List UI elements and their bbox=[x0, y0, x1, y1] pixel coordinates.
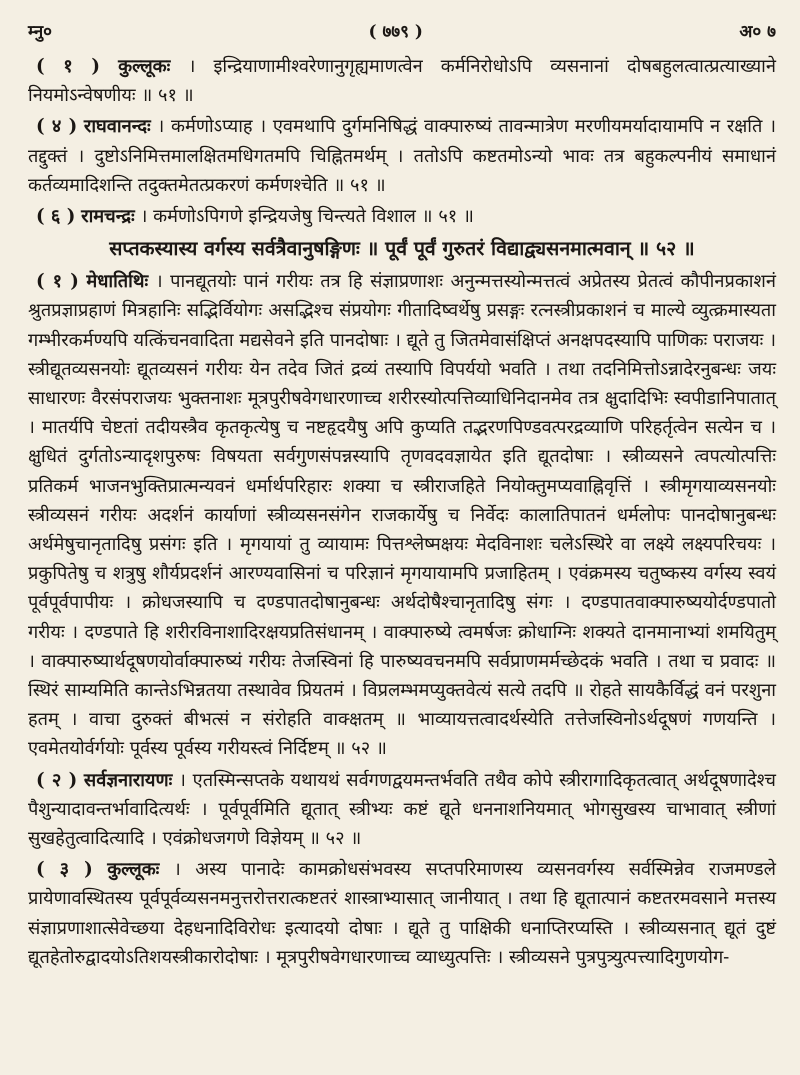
commentary-paragraph bbox=[28, 112, 776, 200]
paragraph-number: ( १ ) bbox=[36, 271, 79, 293]
commentator-name: सर्वज्ञनारायणः bbox=[83, 769, 173, 791]
commentator-name: कुल्लूकः bbox=[118, 56, 171, 77]
commentary-text: । इन्द्रियाणामीश्वरेणानुगृह्यमाणत्वेन कर्मनिरोधोऽपि व्यसनानां दोषबहुलत्वात्प्रत्याख्याने नियमोऽन्वेषणीयः ॥ ५१ ॥ bbox=[28, 56, 776, 107]
paragraph-number: ( ६ ) bbox=[36, 206, 76, 228]
running-header bbox=[28, 18, 776, 52]
paragraph-number: ( ३ ) bbox=[36, 859, 93, 881]
commentary-paragraph bbox=[28, 52, 776, 110]
header-left: म्नु० bbox=[28, 22, 53, 42]
paragraph-number: ( १ ) bbox=[36, 56, 101, 77]
commentary-text: । कर्मणोऽप्याह । एवमथापि दुर्गमनिषिद्धं वाक्पारुष्यं तावन्मात्रेण मरणीयमर्यादायामपि न रक्षति । तद्दुक्तं । दुष्टोऽनिमित्तमालक्षितमधिगतमपि चिह्नितमर्थम् । ततोऽपि कष्टतमोऽन्यो भावः तत्र बहुकल्पनीयं समाधानं कर्तव्यमादिशन्ति तदुक्तमेतत्प्रकरणं कर्मणश्चेति ॥ ५१ ॥ bbox=[28, 116, 776, 196]
verse-heading: सप्तकस्यास्य वर्गस्य सर्वत्रैवानुषङ्गिणः ॥ पूर्वं पूर्वं गुरुतरं विद्याद्व्यसनमात्मवान् ॥ ५२ ॥ bbox=[109, 237, 695, 261]
chapter-marker: अ० ७ bbox=[739, 22, 776, 42]
commentator-name: मेधातिथिः bbox=[86, 271, 149, 293]
page-number: ( ७७९ ) bbox=[368, 22, 423, 42]
commentary-text: । एतस्मिन्सप्तके यथायथं सर्वगणद्वयमन्तर्भवति तथैव कोपे स्त्रीरागादिकृतत्वात् अर्थदूषणादेश्च पैशुन्यादावन्तर्भावादित्यर्थः । पूर्वपूर्वमिति द्यूतात् स्त्रीभ्यः कष्टं द्यूते धननाशनियमात् भोगसुखस्य चाभावात् स्त्रीणां सुखहेतुत्वादित्यादि । एवंक्रोधजगणे विज्ञेयम् ॥ ५२ ॥ bbox=[28, 769, 776, 850]
paragraph-number: ( २ ) bbox=[36, 769, 78, 791]
commentator-name: राघवानन्दः bbox=[83, 116, 151, 138]
commentator-name: कुल्लूकः bbox=[107, 859, 160, 881]
paragraph-number: ( ४ ) bbox=[36, 116, 78, 138]
commentary-text: । अस्य पानादेः कामक्रोधसंभवस्य सप्तपरिमाणस्य व्यसनवर्गस्य सर्वस्मिन्नेव राजमण्डले प्रायेणावस्थितस्य पूर्वपूर्वव्यसनमनुत्तरोत्तरात्कष्टतरं शास्त्राभ्यासात् जानीयात् । तथा हि द्यूतात्पानं कष्टतरमवसाने मत्तस्य संज्ञाप्रणाशात्सेवेच्छया देहधनादिविरोधः इत्यादयो दोषाः । द्यूते तु पाक्षिकी धनाप्तिरप्यस्ति । स्त्रीव्यसनात् द्यूतं दुष्टं द्यूतहेतोरुद्वादयोऽतिशयस्त्रीकारोदोषाः । मूत्रपुरीषवेगधारणाच्च व्याध्युत्पत्तिः । स्त्रीव्यसने पुत्रपुत्र्युत्पत्त्यादिगुणयोग- bbox=[28, 859, 776, 968]
commentator-name: रामचन्द्रः bbox=[81, 206, 135, 228]
commentary-paragraph bbox=[28, 267, 776, 763]
commentary-text: । पानद्यूतयोः पानं गरीयः तत्र हि संज्ञाप्रणाशः अनुन्मत्तस्योन्मत्तत्वं अप्रेतस्य प्रेतत्वं कौपीनप्रकाशनं श्रुतप्रज्ञाप्रहाणं मित्रहानिः सद्भिर्वियोगः असद्भिश्च संप्रयोगः गीतादिष्वर्थेषु प्रसङ्गः रत्नस्त्रीप्रकाशनं च माल्ये व्युत्क्रमास्यता गम्भीरकर्मण्यपि यत्किंचनवादिता मद्यसेवने इति पानदोषाः । द्यूते तु जितमेवासंक्षिप्तं अनक्षपदस्यापि पाणिकः पराजयः । स्त्रीद्यूतव्यसनयोः द्यूतव्यसनं गरीयः येन तदेव जितं द्रव्यं तस्यापि विपर्ययो भवति । तथा तदनिमित्तोऽन्नादेरनुबन्धः जयः साधारणः वैरसंपराजयः भुक्तनाशः मूत्रपुरीषवेगधारणाच्च शरीरस्योत्पत्तिव्याधिनिदानमेव तत्र क्षुदादिभिः स्वपीडानिपातात् । मातर्यपि चेष्टतां तदीयस्त्रैव कृतकृत्येषु च नष्टहृदयैषु अपि कुप्यति तद्भरणपिण्डवत्परद्रव्याणि परिहर्तृत्वेन सत्येन च । क्षुधितं दुर्गतोऽन्यादृशपुरुषः विषयता सर्वगुणसंपन्नस्यापि तृणवदवज्ञायेत इति द्यूतदोषाः । स्त्रीव्यसने त्वपत्योत्पत्तिः प्रतिकर्म भाजनभुक्तिप्रात्मन्यवनं धर्मार्थपरिहारः शक्या च स्त्रीराजहिते नियोक्तुमप्यवाह्निवृत्तिं । स्त्रीमृगयाव्यसनयोः स्त्रीव्यसनं गरीयः अदर्शनं कार्याणां स्त्रीव्यसनसंगेन राजकार्येषु च निर्वेदः कालातिपातनं धर्मलोपः पानदोषानुबन्धः अर्थमेषुचानृतादिषु प्रसंगः इति । मृगयायां तु व्यायामः पित्तश्लेष्मक्षयः मेदविनाशः चलेऽस्थिरे वा लक्ष्ये लक्ष्यपरिचयः । प्रकुपितेषु च शत्रुषु शौर्यप्रदर्शनं आरण्यवासिनां च परिज्ञानं मृगयायामपि प्रजाहितम् । एवंक्रमस्य चतुष्कस्य वर्गस्य स्वयं पूर्वपूर्वपापीयः । क्रोधजस्यापि च दण्डपातदोषानुबन्धः अर्थदोषैश्चानृतादिषु संगः । दण्डपातवाक्पारुष्ययोर्दण्डपातो गरीयः । दण्डपाते हि शरीरविनाशादिरक्षयप्रतिसंधानम् । वाक्पारुष्ये त्वमर्षजः क्रोधाग्निः शक्यते दानमानाभ्यां शमयितुम् । वाक्पारुष्यार्थदूषणयोर्वाक्पारुष्यं गरीयः तेजस्विनां हि पारुष्यवचनमपि सर्वप्राणमर्मच्छेदकं भवति । तथा च प्रवादः ॥ स्थिरं साम्यमिति कान्तेऽभिन्नतया तस्थावेव प्रियतमं । विप्रलम्भमप्युक्तवेत्यं सत्ये तदपि ॥ रोहते सायकैर्विद्धं वनं परशुना हतम् । वाचा दुरुक्तं बीभत्सं न संरोहति वाक्क्षतम् ॥ भाव्यायत्तत्वादर्थस्येति तत्तेजस्विनोऽर्थदूषणं गणयन्ति । एवमेतयोर्वर्गयोः पूर्वस्य पूर्वस्य गरीयस्त्वं निर्दिष्टम् ॥ ५२ ॥ bbox=[28, 271, 776, 760]
commentary-text: । कर्मणोऽपिगणे इन्द्रियजेषु चिन्त्यते विशाल ॥ ५१ ॥ bbox=[140, 206, 474, 228]
commentary-paragraph bbox=[28, 766, 776, 854]
commentary-paragraph bbox=[28, 855, 776, 972]
commentary-paragraph bbox=[28, 202, 776, 231]
page-body bbox=[28, 52, 776, 972]
